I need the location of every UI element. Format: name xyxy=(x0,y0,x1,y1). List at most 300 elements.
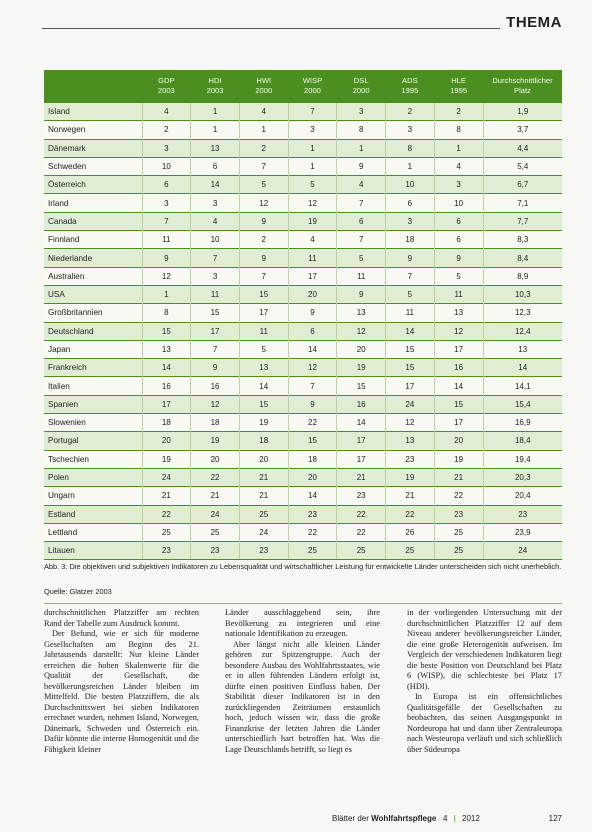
table-cell: 4 xyxy=(191,212,240,230)
table-cell: 14 xyxy=(337,414,386,432)
table-cell: 1 xyxy=(288,157,337,175)
table-cell: 22 xyxy=(142,505,191,523)
table-cell: 9 xyxy=(239,212,288,230)
table-cell: 9 xyxy=(288,304,337,322)
table-cell: 8 xyxy=(142,304,191,322)
table-cell: 21 xyxy=(337,468,386,486)
column-header-code: HWI xyxy=(256,76,272,85)
table-cell: 15 xyxy=(239,285,288,303)
table-cell: 17 xyxy=(191,322,240,340)
country-name: Spanien xyxy=(44,395,142,413)
issue-year: 2012 xyxy=(462,814,480,823)
table-cell: 20,3 xyxy=(483,468,562,486)
table-cell: 3 xyxy=(191,267,240,285)
table-cell: 15 xyxy=(239,395,288,413)
table-cell: 4 xyxy=(239,103,288,121)
table-cell: 1 xyxy=(386,157,435,175)
country-name: Canada xyxy=(44,212,142,230)
table-cell: 7 xyxy=(239,267,288,285)
table-cell: 18 xyxy=(191,414,240,432)
table-row xyxy=(44,487,562,505)
table-cell: 17 xyxy=(337,432,386,450)
table-cell: 22 xyxy=(386,505,435,523)
table-cell: 23 xyxy=(142,542,191,560)
table-cell: 22 xyxy=(337,523,386,541)
indicator-table-container xyxy=(44,70,562,557)
country-name: Lettland xyxy=(44,523,142,541)
column-header-year: 2003 xyxy=(157,86,175,95)
table-cell: 19 xyxy=(386,468,435,486)
table-cell: 23 xyxy=(191,542,240,560)
table-cell: 15,4 xyxy=(483,395,562,413)
table-cell: 5 xyxy=(337,249,386,267)
table-cell: 23 xyxy=(239,542,288,560)
table-cell: 18 xyxy=(288,450,337,468)
table-cell: 10 xyxy=(191,231,240,249)
table-cell: 16 xyxy=(142,377,191,395)
table-cell: 5 xyxy=(239,340,288,358)
table-cell: 6 xyxy=(288,322,337,340)
table-row xyxy=(44,414,562,432)
footer-divider: | xyxy=(453,814,456,823)
table-cell: 25 xyxy=(239,505,288,523)
table-row xyxy=(44,157,562,175)
country-name: USA xyxy=(44,285,142,303)
table-cell: 1 xyxy=(239,121,288,139)
table-cell: 13 xyxy=(434,304,483,322)
table-cell: 19 xyxy=(142,450,191,468)
table-cell: 18,4 xyxy=(483,432,562,450)
table-cell: 16 xyxy=(434,359,483,377)
table-cell: 3 xyxy=(288,121,337,139)
column-header xyxy=(337,70,386,103)
table-cell: 17 xyxy=(337,450,386,468)
table-cell: 12,4 xyxy=(483,322,562,340)
table-cell: 15 xyxy=(337,377,386,395)
table-cell: 9 xyxy=(386,249,435,267)
table-cell: 13 xyxy=(386,432,435,450)
column-header-code: WISP xyxy=(302,76,323,85)
table-row xyxy=(44,359,562,377)
table-cell: 10 xyxy=(142,157,191,175)
table-cell: 7 xyxy=(142,212,191,230)
column-header xyxy=(434,70,483,103)
table-cell: 20 xyxy=(288,468,337,486)
table-cell: 25 xyxy=(191,523,240,541)
table-cell: 12 xyxy=(288,194,337,212)
table-cell: 7 xyxy=(288,377,337,395)
journal-name-bold: Wohlfahrtspflege xyxy=(371,814,437,823)
table-cell: 25 xyxy=(337,542,386,560)
table-cell: 5 xyxy=(239,176,288,194)
column-header-code: GDP xyxy=(158,76,175,85)
table-cell: 16,9 xyxy=(483,414,562,432)
table-cell: 12,3 xyxy=(483,304,562,322)
column-header-year: 2000 xyxy=(255,86,273,95)
country-name: Irland xyxy=(44,194,142,212)
table-cell: 20 xyxy=(337,340,386,358)
table-row xyxy=(44,395,562,413)
table-cell: 17 xyxy=(434,414,483,432)
table-cell: 6 xyxy=(434,212,483,230)
table-cell: 10 xyxy=(434,194,483,212)
table-cell: 14 xyxy=(142,359,191,377)
table-cell: 1 xyxy=(434,139,483,157)
table-cell: 26 xyxy=(386,523,435,541)
table-cell: 10 xyxy=(386,176,435,194)
table-cell: 12 xyxy=(386,414,435,432)
table-cell: 12 xyxy=(337,322,386,340)
table-row xyxy=(44,304,562,322)
text-column-3 xyxy=(407,608,562,788)
table-cell: 12 xyxy=(142,267,191,285)
table-cell: 17 xyxy=(288,267,337,285)
table-cell: 9 xyxy=(142,249,191,267)
table-cell: 23 xyxy=(483,505,562,523)
table-cell: 8,9 xyxy=(483,267,562,285)
column-header-year: 2000 xyxy=(304,86,321,95)
page-footer xyxy=(332,814,562,826)
text-column-2 xyxy=(225,608,380,788)
table-cell: 12 xyxy=(191,395,240,413)
column-header-code: ADS xyxy=(402,76,418,85)
table-cell: 18 xyxy=(386,231,435,249)
country-name: Italien xyxy=(44,377,142,395)
table-cell: 2 xyxy=(142,121,191,139)
country-name: Ungarn xyxy=(44,487,142,505)
page-number: 127 xyxy=(548,814,562,823)
table-cell: 3 xyxy=(191,194,240,212)
table-cell: 15 xyxy=(288,432,337,450)
table-cell: 15 xyxy=(191,304,240,322)
paragraph: Der Befund, wie er sich für moderne Gesellschaften am Beginn des 21. Jahrtausends darstellt: Nur kleine Länder erreichen die hohen Skalenwerte für die Qualität der Gesellschaft, die bevölkerungsreichen Länder bleiben im Mittelfeld. Die besten Platzziffern, die als Durchschnittswert bei sieben Indikatoren errechnet wurden, nehmen Island, Norwegen, Dänemark, Schweden und Österreich ein. Dafür könnte die interne Homogenität und die Fähigkeit kleiner xyxy=(44,629,199,754)
table-cell: 16 xyxy=(191,377,240,395)
table-cell: 1,9 xyxy=(483,103,562,121)
table-cell: 1 xyxy=(191,121,240,139)
country-name: Großbritannien xyxy=(44,304,142,322)
table-row xyxy=(44,231,562,249)
table-row xyxy=(44,285,562,303)
table-cell: 7 xyxy=(386,267,435,285)
table-cell: 15 xyxy=(142,322,191,340)
table-cell: 22 xyxy=(288,414,337,432)
table-row xyxy=(44,249,562,267)
table-cell: 23 xyxy=(337,487,386,505)
table-body xyxy=(44,103,562,560)
table-cell: 9 xyxy=(288,395,337,413)
table-cell: 11 xyxy=(288,249,337,267)
table-cell: 6,7 xyxy=(483,176,562,194)
table-cell: 17 xyxy=(239,304,288,322)
table-cell: 19,4 xyxy=(483,450,562,468)
column-header-code: HDI xyxy=(208,76,222,85)
country-name: Tschechien xyxy=(44,450,142,468)
country-name: Finnland xyxy=(44,231,142,249)
header-rule xyxy=(42,28,500,29)
table-header-row xyxy=(44,70,562,103)
table-cell: 9 xyxy=(191,359,240,377)
table-cell: 11 xyxy=(337,267,386,285)
table-cell: 6 xyxy=(191,157,240,175)
table-row xyxy=(44,468,562,486)
table-cell: 7,7 xyxy=(483,212,562,230)
header-country-blank xyxy=(44,70,142,103)
table-cell: 15 xyxy=(386,340,435,358)
issue-number: 4 xyxy=(443,814,448,823)
table-cell: 21 xyxy=(386,487,435,505)
table-cell: 8,3 xyxy=(483,231,562,249)
column-header-year: 2003 xyxy=(206,86,224,95)
table-cell: 9 xyxy=(434,249,483,267)
table-cell: 24 xyxy=(483,542,562,560)
country-name: Schweden xyxy=(44,157,142,175)
table-cell: 13 xyxy=(239,359,288,377)
table-cell: 6 xyxy=(386,194,435,212)
table-cell: 11 xyxy=(142,231,191,249)
table-cell: 1 xyxy=(191,103,240,121)
table-cell: 1 xyxy=(337,139,386,157)
table-cell: 23 xyxy=(288,505,337,523)
table-row xyxy=(44,267,562,285)
table-cell: 7 xyxy=(239,157,288,175)
column-header-code: Durchschnittlicher xyxy=(492,76,553,85)
country-name: Niederlande xyxy=(44,249,142,267)
table-row xyxy=(44,432,562,450)
column-header-year: 1995 xyxy=(401,86,419,95)
column-header xyxy=(142,70,191,103)
table-cell: 3 xyxy=(142,139,191,157)
table-cell: 3 xyxy=(337,103,386,121)
table-cell: 22 xyxy=(288,523,337,541)
table-cell: 3 xyxy=(434,176,483,194)
table-row xyxy=(44,212,562,230)
table-cell: 19 xyxy=(191,432,240,450)
table-cell: 7 xyxy=(191,249,240,267)
table-cell: 11 xyxy=(434,285,483,303)
table-cell: 22 xyxy=(434,487,483,505)
table-row xyxy=(44,377,562,395)
section-title: THEMA xyxy=(506,14,562,31)
table-cell: 23 xyxy=(434,505,483,523)
country-name: Frankreich xyxy=(44,359,142,377)
table-cell: 9 xyxy=(337,157,386,175)
paragraph: Aber längst nicht alle kleinen Länder gehören zur Spitzengruppe. Auch der besondere Ausbau des Wohlfahrtsstaates, wie er in allen führenden Ländern erfolgt ist, dürfte einen positiven Einfluss haben. Der Stabilität dieser Indikatoren ist in den zurückliegenden Zeiträumen erstaunlich hoch, jedoch wissen wir, dass die große Finanzkrise der letzten Jahren die Länder unterschiedlich hart betroffen hat. Was die Lage Deutschlands betrifft, so liegt es xyxy=(225,639,380,754)
column-header xyxy=(191,70,240,103)
country-name: Slowenien xyxy=(44,414,142,432)
table-cell: 11 xyxy=(386,304,435,322)
table-cell: 4 xyxy=(434,157,483,175)
table-cell: 20 xyxy=(239,450,288,468)
country-name: Dänemark xyxy=(44,139,142,157)
table-cell: 8 xyxy=(386,139,435,157)
country-name: Litauen xyxy=(44,542,142,560)
country-name: Deutschland xyxy=(44,322,142,340)
table-cell: 14 xyxy=(434,377,483,395)
column-header-year: 1995 xyxy=(450,86,468,95)
table-row xyxy=(44,121,562,139)
table-cell: 23 xyxy=(386,450,435,468)
table-cell: 15 xyxy=(386,359,435,377)
table-cell: 6 xyxy=(434,231,483,249)
table-cell: 18 xyxy=(142,414,191,432)
table-row xyxy=(44,340,562,358)
column-header xyxy=(239,70,288,103)
country-name: Norwegen xyxy=(44,121,142,139)
table-cell: 17 xyxy=(434,340,483,358)
table-cell: 2 xyxy=(239,139,288,157)
table-cell: 14,1 xyxy=(483,377,562,395)
table-cell: 18 xyxy=(239,432,288,450)
table-cell: 8 xyxy=(434,121,483,139)
column-header-year: Platz xyxy=(514,86,531,95)
table-cell: 17 xyxy=(142,395,191,413)
column-header-code: DSL xyxy=(353,76,369,85)
table-cell: 8 xyxy=(337,121,386,139)
table-cell: 4 xyxy=(142,103,191,121)
table-cell: 14 xyxy=(191,176,240,194)
table-cell: 20 xyxy=(142,432,191,450)
paragraph: In Europa ist ein offensichtliches Qualitätsgefälle der Gesellschaften zu beobachten, das seinen Ausgangspunkt in Nordeuropa hat und dann über Zentraleuropa nach Westeuropa verläuft und sich schließlich über Südeuropa xyxy=(407,692,562,754)
table-cell: 14 xyxy=(483,359,562,377)
table-cell: 24 xyxy=(239,523,288,541)
table-cell: 9 xyxy=(337,285,386,303)
table-cell: 3,7 xyxy=(483,121,562,139)
table-cell: 20 xyxy=(434,432,483,450)
table-row xyxy=(44,139,562,157)
table-cell: 19 xyxy=(288,212,337,230)
table-cell: 7 xyxy=(288,103,337,121)
figure-source: Quelle: Glatzer 2003 xyxy=(44,587,112,596)
table-cell: 13 xyxy=(191,139,240,157)
column-header xyxy=(483,70,562,103)
text-column-1 xyxy=(44,608,199,788)
table-cell: 25 xyxy=(288,542,337,560)
table-row xyxy=(44,542,562,560)
table-cell: 2 xyxy=(434,103,483,121)
table-row xyxy=(44,176,562,194)
table-cell: 15 xyxy=(434,395,483,413)
table-row xyxy=(44,505,562,523)
column-header xyxy=(386,70,435,103)
table-cell: 21 xyxy=(142,487,191,505)
table-cell: 24 xyxy=(386,395,435,413)
table-cell: 3 xyxy=(386,212,435,230)
country-name: Australien xyxy=(44,267,142,285)
table-cell: 14 xyxy=(288,340,337,358)
table-cell: 14 xyxy=(239,377,288,395)
table-row xyxy=(44,322,562,340)
table-cell: 24 xyxy=(142,468,191,486)
table-cell: 14 xyxy=(386,322,435,340)
table-cell: 9 xyxy=(239,249,288,267)
table-cell: 21 xyxy=(239,468,288,486)
table-cell: 12 xyxy=(434,322,483,340)
table-cell: 4 xyxy=(288,231,337,249)
paragraph: Länder ausschlaggebend sein, ihre Bevölkerung zu integrieren und eine nationale Identifikation zu erzeugen. xyxy=(225,608,380,638)
table-cell: 20 xyxy=(288,285,337,303)
table-cell: 24 xyxy=(191,505,240,523)
table-cell: 19 xyxy=(239,414,288,432)
table-cell: 8,4 xyxy=(483,249,562,267)
country-name: Polen xyxy=(44,468,142,486)
table-cell: 4,4 xyxy=(483,139,562,157)
table-cell: 5 xyxy=(386,285,435,303)
table-row xyxy=(44,523,562,541)
table-cell: 11 xyxy=(239,322,288,340)
table-cell: 14 xyxy=(288,487,337,505)
table-cell: 21 xyxy=(191,487,240,505)
table-cell: 2 xyxy=(239,231,288,249)
separator-line xyxy=(44,603,562,604)
paragraph: in der vorliegenden Untersuchung mit der durchschnittlichen Platzziffer 12 auf dem Niveau anderer bevölkerungsreicher Länder, die eine große Heterogenität aufweisen. Im Vergleich der verschiedenen Indikatoren liegt die beste Position von Deutschland bei Platz 6 (WISP), die schlechteste bei Platz 17 (HDI). xyxy=(407,608,562,691)
table-cell: 7 xyxy=(337,231,386,249)
country-name: Portugal xyxy=(44,432,142,450)
table-row xyxy=(44,103,562,121)
table-cell: 20,4 xyxy=(483,487,562,505)
table-cell: 25 xyxy=(434,523,483,541)
table-cell: 21 xyxy=(434,468,483,486)
table-cell: 6 xyxy=(142,176,191,194)
table-cell: 7,1 xyxy=(483,194,562,212)
table-cell: 11 xyxy=(191,285,240,303)
table-cell: 7 xyxy=(337,194,386,212)
table-cell: 25 xyxy=(434,542,483,560)
table-cell: 20 xyxy=(191,450,240,468)
table-cell: 16 xyxy=(337,395,386,413)
table-cell: 5 xyxy=(434,267,483,285)
table-cell: 12 xyxy=(288,359,337,377)
table-cell: 7 xyxy=(191,340,240,358)
table-row xyxy=(44,194,562,212)
table-cell: 13 xyxy=(142,340,191,358)
table-cell: 21 xyxy=(239,487,288,505)
table-cell: 3 xyxy=(142,194,191,212)
country-name: Estland xyxy=(44,505,142,523)
table-cell: 3 xyxy=(386,121,435,139)
table-cell: 2 xyxy=(386,103,435,121)
table-cell: 6 xyxy=(337,212,386,230)
country-name: Österreich xyxy=(44,176,142,194)
table-cell: 22 xyxy=(191,468,240,486)
paragraph: durchschnittlichen Platzziffer am rechten Rand der Tabelle zum Ausdruck kommt. xyxy=(44,608,199,628)
table-cell: 13 xyxy=(337,304,386,322)
table-cell: 13 xyxy=(483,340,562,358)
table-cell: 4 xyxy=(337,176,386,194)
table-cell: 17 xyxy=(386,377,435,395)
table-cell: 5,4 xyxy=(483,157,562,175)
journal-name: Blätter der Wohlfahrtspflege xyxy=(332,814,437,823)
table-row xyxy=(44,450,562,468)
table-cell: 1 xyxy=(288,139,337,157)
country-name: Island xyxy=(44,103,142,121)
table-cell: 19 xyxy=(337,359,386,377)
table-cell: 10,3 xyxy=(483,285,562,303)
table-cell: 1 xyxy=(142,285,191,303)
column-header xyxy=(288,70,337,103)
country-name: Japan xyxy=(44,340,142,358)
table-cell: 25 xyxy=(142,523,191,541)
table-cell: 23,9 xyxy=(483,523,562,541)
indicator-table xyxy=(44,70,562,560)
table-cell: 19 xyxy=(434,450,483,468)
table-cell: 22 xyxy=(337,505,386,523)
table-cell: 5 xyxy=(288,176,337,194)
table-cell: 12 xyxy=(239,194,288,212)
column-header-code: HLE xyxy=(451,76,466,85)
column-header-year: 2000 xyxy=(352,86,370,95)
table-cell: 25 xyxy=(386,542,435,560)
figure-caption: Abb. 3: Die objektiven und subjektiven Indikatoren zu Lebensqualität und wirtschaftlicher Leistung für entwickelte Länder unterscheiden sich nicht unerheblich. xyxy=(44,562,562,571)
